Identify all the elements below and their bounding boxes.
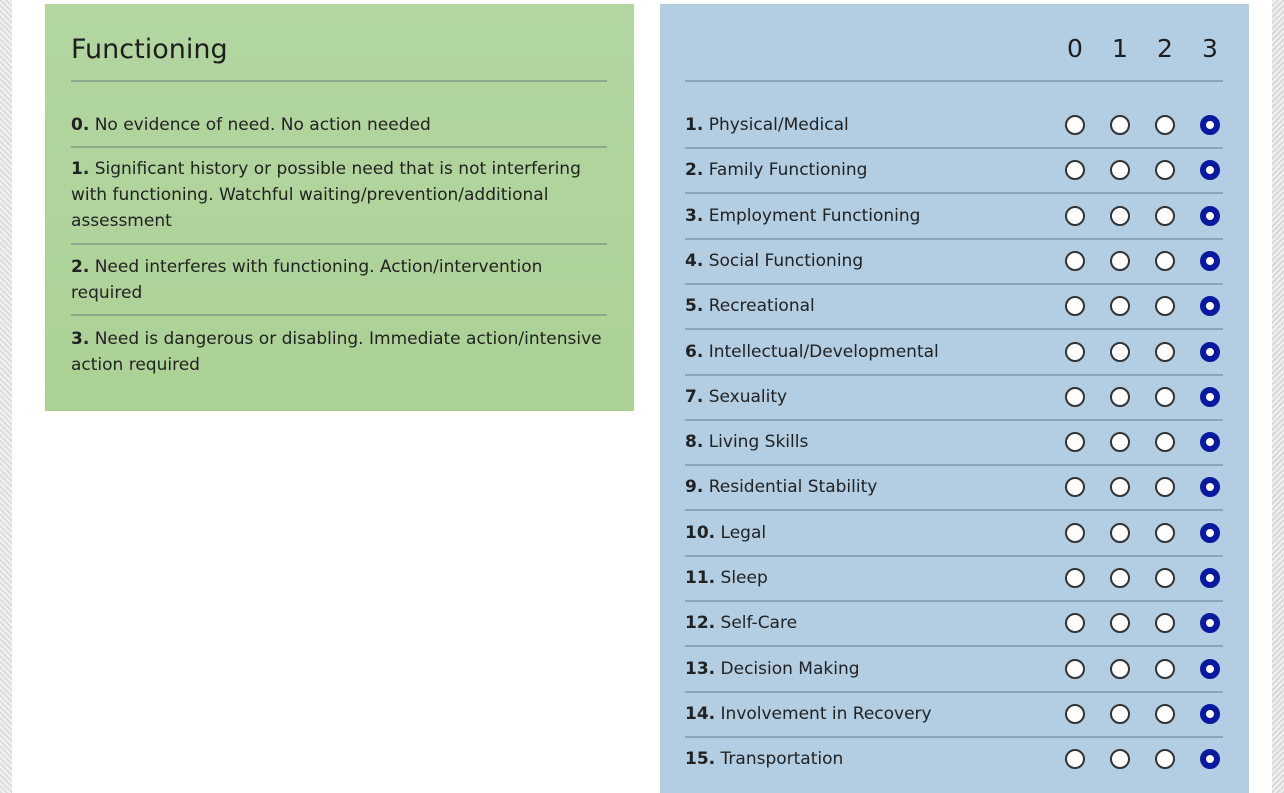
- rating-panel: [660, 4, 1249, 793]
- rating-row-text: Employment Functioning: [703, 205, 921, 226]
- legend-item-number: 3.: [71, 329, 90, 349]
- rating-radio-15-0[interactable]: [1065, 749, 1085, 769]
- rating-radio-11-3[interactable]: [1200, 568, 1220, 588]
- rating-row-label: [685, 157, 867, 183]
- rating-radio-7-3[interactable]: [1200, 387, 1220, 407]
- rating-radio-15-3[interactable]: [1200, 749, 1220, 769]
- rating-row-text: Legal: [715, 522, 767, 543]
- rating-row-number: 10.: [685, 522, 716, 543]
- rating-radio-1-2[interactable]: [1155, 115, 1175, 135]
- rating-radio-7-1[interactable]: [1110, 387, 1130, 407]
- rating-row-number: 12.: [685, 613, 716, 634]
- legend-divider: [71, 80, 607, 82]
- rating-radio-2-2[interactable]: [1155, 160, 1175, 180]
- rating-row-divider: [685, 555, 1223, 557]
- rating-row-label: [685, 429, 808, 455]
- rating-radio-7-2[interactable]: [1155, 387, 1175, 407]
- rating-header-divider: [685, 80, 1223, 82]
- rating-radio-9-1[interactable]: [1110, 477, 1130, 497]
- rating-radio-6-2[interactable]: [1155, 342, 1175, 362]
- legend-item-divider: [71, 314, 607, 316]
- rating-radio-13-2[interactable]: [1155, 659, 1175, 679]
- legend-item-text: Significant history or possible need that is not interfering with functioning. Watchful waiting/prevention/additional assessment: [71, 159, 581, 231]
- rating-row-divider: [685, 691, 1223, 693]
- rating-row-divider: [685, 283, 1223, 285]
- legend-item-number: 2.: [71, 257, 90, 277]
- rating-row-number: 7.: [685, 386, 704, 407]
- rating-radio-5-3[interactable]: [1200, 296, 1220, 316]
- legend-item-3: [71, 326, 607, 378]
- legend-item-divider: [71, 243, 607, 245]
- rating-row-label: [685, 701, 932, 727]
- rating-radio-3-2[interactable]: [1155, 206, 1175, 226]
- rating-row-label: [685, 520, 766, 546]
- rating-radio-2-0[interactable]: [1065, 160, 1085, 180]
- legend-item-2: [71, 254, 607, 306]
- legend-item-text: Need is dangerous or disabling. Immediate action/intensive action required: [71, 329, 602, 375]
- rating-row-text: Family Functioning: [703, 160, 868, 181]
- rating-radio-7-0[interactable]: [1065, 387, 1085, 407]
- rating-radio-12-0[interactable]: [1065, 613, 1085, 633]
- rating-row-number: 14.: [685, 703, 716, 724]
- rating-row-number: 13.: [685, 658, 716, 679]
- rating-row-number: 8.: [685, 432, 704, 453]
- rating-row-divider: [685, 328, 1223, 330]
- rating-radio-1-0[interactable]: [1065, 115, 1085, 135]
- rating-row-number: 1.: [685, 115, 704, 135]
- rating-radio-10-2[interactable]: [1155, 523, 1175, 543]
- rating-row-text: Residential Stability: [703, 477, 878, 498]
- column-header-1: 1: [1112, 34, 1128, 63]
- rating-row-text: Living Skills: [703, 432, 809, 453]
- rating-radio-11-0[interactable]: [1065, 568, 1085, 588]
- rating-radio-4-2[interactable]: [1155, 251, 1175, 271]
- rating-row-divider: [685, 419, 1223, 421]
- rating-row-number: 4.: [685, 250, 704, 271]
- rating-radio-14-1[interactable]: [1110, 704, 1130, 724]
- rating-radio-5-0[interactable]: [1065, 296, 1085, 316]
- rating-row-divider: [685, 192, 1223, 194]
- rating-row-divider: [685, 600, 1223, 602]
- rating-row-text: Sexuality: [703, 386, 788, 407]
- legend-item-text: No evidence of need. No action needed: [89, 115, 431, 135]
- rating-radio-9-2[interactable]: [1155, 477, 1175, 497]
- rating-radio-10-0[interactable]: [1065, 523, 1085, 543]
- column-header-2: 2: [1157, 34, 1173, 63]
- page: [12, 0, 1272, 793]
- rating-row-label: [685, 474, 877, 500]
- rating-radio-6-1[interactable]: [1110, 342, 1130, 362]
- rating-row-text: Physical/Medical: [703, 115, 849, 135]
- rating-radio-8-2[interactable]: [1155, 432, 1175, 452]
- rating-radio-4-3[interactable]: [1200, 251, 1220, 271]
- column-header-0: 0: [1067, 34, 1083, 63]
- rating-radio-8-0[interactable]: [1065, 432, 1085, 452]
- rating-radio-10-1[interactable]: [1110, 523, 1130, 543]
- rating-radio-13-3[interactable]: [1200, 659, 1220, 679]
- rating-radio-14-3[interactable]: [1200, 704, 1220, 724]
- rating-radio-5-1[interactable]: [1110, 296, 1130, 316]
- rating-row-divider: [685, 645, 1223, 647]
- rating-row-number: 3.: [685, 205, 704, 226]
- rating-row-text: Sleep: [715, 568, 768, 588]
- rating-radio-15-1[interactable]: [1110, 749, 1130, 769]
- legend-item-0: [71, 112, 607, 138]
- right-background-edge: [1272, 0, 1284, 793]
- rating-row-divider: [685, 736, 1223, 738]
- legend-item-1: [71, 156, 607, 234]
- rating-row-number: 6.: [685, 341, 704, 362]
- rating-row-text: Self-Care: [715, 613, 798, 634]
- rating-radio-9-0[interactable]: [1065, 477, 1085, 497]
- rating-row-text: Recreational: [703, 296, 815, 317]
- rating-radio-6-3[interactable]: [1200, 342, 1220, 362]
- rating-row-number: 11.: [685, 568, 716, 588]
- rating-row-text: Decision Making: [715, 658, 860, 679]
- legend-item-number: 1.: [71, 159, 90, 179]
- rating-row-divider: [685, 464, 1223, 466]
- rating-row-number: 2.: [685, 160, 704, 181]
- rating-row-divider: [685, 147, 1223, 149]
- rating-radio-12-2[interactable]: [1155, 613, 1175, 633]
- rating-row-label: [685, 293, 815, 319]
- column-header-3: 3: [1202, 34, 1218, 63]
- rating-row-label: [685, 746, 843, 772]
- rating-row-divider: [685, 238, 1223, 240]
- rating-radio-11-1[interactable]: [1110, 568, 1130, 588]
- legend-item-text: Need interferes with functioning. Action/intervention required: [71, 257, 543, 303]
- rating-radio-9-3[interactable]: [1200, 477, 1220, 497]
- rating-row-divider: [685, 509, 1223, 511]
- rating-radio-12-1[interactable]: [1110, 613, 1130, 633]
- rating-radio-8-3[interactable]: [1200, 432, 1220, 452]
- rating-radio-3-3[interactable]: [1200, 206, 1220, 226]
- rating-radio-12-3[interactable]: [1200, 613, 1220, 633]
- rating-row-number: 5.: [685, 296, 704, 317]
- legend-title: Functioning: [71, 34, 228, 65]
- rating-row-text: Social Functioning: [703, 250, 864, 271]
- rating-row-label: [685, 610, 797, 636]
- rating-radio-13-0[interactable]: [1065, 659, 1085, 679]
- rating-row-label: [685, 203, 920, 229]
- rating-row-text: Transportation: [715, 749, 844, 770]
- rating-radio-4-0[interactable]: [1065, 251, 1085, 271]
- rating-row-label: [685, 248, 863, 274]
- rating-radio-5-2[interactable]: [1155, 296, 1175, 316]
- rating-radio-8-1[interactable]: [1110, 432, 1130, 452]
- rating-radio-6-0[interactable]: [1065, 342, 1085, 362]
- rating-radio-11-2[interactable]: [1155, 568, 1175, 588]
- legend-item-number: 0.: [71, 115, 90, 135]
- rating-radio-14-2[interactable]: [1155, 704, 1175, 724]
- rating-row-text: Intellectual/Developmental: [703, 341, 939, 362]
- rating-row-number: 15.: [685, 749, 716, 770]
- rating-row-label: [685, 656, 860, 682]
- rating-radio-2-3[interactable]: [1200, 160, 1220, 180]
- rating-radio-10-3[interactable]: [1200, 523, 1220, 543]
- rating-row-label: [685, 339, 939, 365]
- rating-row-number: 9.: [685, 477, 704, 498]
- left-background-edge: [0, 0, 12, 793]
- rating-row-label: [685, 565, 768, 591]
- rating-radio-2-1[interactable]: [1110, 160, 1130, 180]
- rating-radio-1-3[interactable]: [1200, 115, 1220, 135]
- rating-row-label: [685, 384, 787, 410]
- rating-radio-13-1[interactable]: [1110, 659, 1130, 679]
- rating-radio-15-2[interactable]: [1155, 749, 1175, 769]
- rating-radio-3-0[interactable]: [1065, 206, 1085, 226]
- rating-radio-14-0[interactable]: [1065, 704, 1085, 724]
- functioning-legend-panel: [45, 4, 634, 411]
- rating-row-text: Involvement in Recovery: [715, 703, 932, 724]
- rating-radio-4-1[interactable]: [1110, 251, 1130, 271]
- rating-row-label: [685, 112, 849, 138]
- legend-item-divider: [71, 146, 607, 148]
- rating-radio-3-1[interactable]: [1110, 206, 1130, 226]
- rating-row-divider: [685, 374, 1223, 376]
- rating-radio-1-1[interactable]: [1110, 115, 1130, 135]
